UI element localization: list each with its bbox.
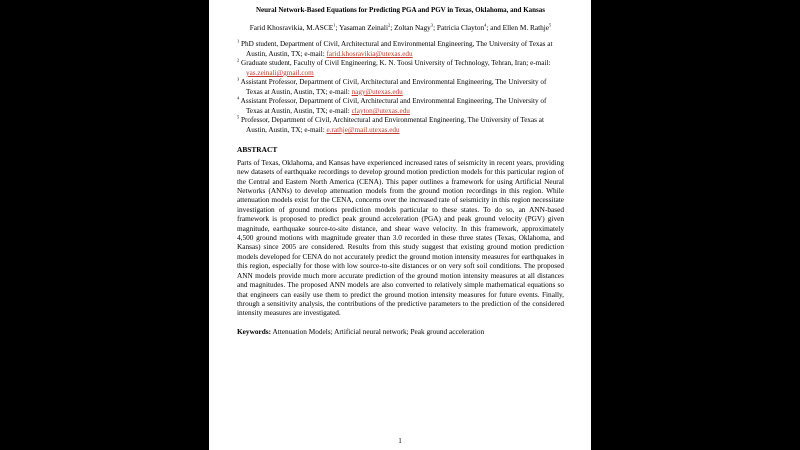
affiliation-superscript: 1 [237, 39, 240, 45]
affiliation-item [237, 59, 564, 78]
affiliation-text: Graduate student, Faculty of Civil Engineering, K. N. Toosi University of Technology, Tehran, Iran; e-mail: [239, 59, 551, 68]
affiliation-item [237, 116, 564, 135]
paper-page [209, 0, 591, 450]
author-name: and Ellen M. Rathje [490, 23, 550, 32]
email-link[interactable]: farid.khosravikia@utexas.edu [326, 49, 413, 58]
email-link[interactable]: yas.zeinali@gmail.com [246, 68, 314, 77]
author-separator: ; [433, 23, 437, 32]
authors-line [237, 23, 564, 32]
affiliation-item [237, 40, 564, 59]
author-name: Zoltan Nagy [394, 23, 431, 32]
keywords-line [237, 327, 564, 336]
affiliation-item [237, 78, 564, 97]
affiliation-superscript: 5 [237, 115, 240, 121]
email-link[interactable]: e.rathje@mail.utexas.edu [326, 125, 400, 134]
paper-title: Neural Network-Based Equations for Predicting PGA and PGV in Texas, Oklahoma, and Kansas [256, 6, 545, 14]
affiliation-superscript: 2 [237, 58, 240, 64]
author-superscript: 2 [387, 22, 391, 28]
affiliation-superscript: 4 [237, 96, 240, 102]
email-link[interactable]: clayton@utexas.edu [351, 106, 410, 115]
author-separator: ; [335, 23, 340, 32]
affiliation-text: Assistant Professor, Department of Civil, Architectural and Environmental Engineering, The University of Texas at Austin, Austin, TX; e-mail: [239, 97, 547, 115]
author-superscript: 4 [484, 22, 487, 28]
email-link[interactable]: nagy@utexas.edu [351, 87, 403, 96]
author-superscript: 5 [549, 22, 552, 28]
author-separator: ; [390, 23, 395, 32]
page-number: 1 [398, 437, 402, 445]
affiliation-text: Professor, Department of Civil, Architectural and Environmental Engineering, The University of Texas at Austin, Austin, TX; e-mail: [239, 116, 544, 134]
author-name: Farid Khosravikia, M.ASCE [249, 23, 334, 32]
abstract-heading: ABSTRACT [237, 145, 278, 155]
affiliation-superscript: 3 [237, 77, 240, 83]
author-name: Yasaman Zeinali [339, 23, 388, 32]
affiliations-block [237, 40, 564, 135]
author-superscript: 1 [333, 22, 336, 28]
author-name: Patricia Clayton [436, 23, 485, 32]
affiliation-item [237, 97, 564, 116]
keywords-text: Attenuation Models; Artificial neural network; Peak ground acceleration [271, 326, 485, 336]
affiliation-text: Assistant Professor, Department of Civil, Architectural and Environmental Engineering, The University of Texas at Austin, Austin, TX; e-mail: [239, 78, 547, 96]
affiliation-text: PhD student, Department of Civil, Architectural and Environmental Engineering, The University of Texas at Austin, Austin, TX; e-mail: [239, 40, 553, 58]
author-separator: ; [486, 23, 491, 32]
abstract-text: Parts of Texas, Oklahoma, and Kansas have experienced increased rates of seismicity in recent years, providing new datasets of earthquake recordings to develop ground motion prediction models for this particular region of the Central and Eastern North America (CENA). This paper outlines a framework for using Artificial Neural Networks (ANNs) to develop attenuation models from the ground motion recordings in this region. While attenuation models exist for the CENA, concerns over the increased rate of seismicity in this region necessitate investigation of ground motions prediction models particular to these states. To do so, an ANN-based framework is proposed to predict peak ground acceleration (PGA) and peak ground velocity (PGV) given magnitude, earthquake source-to-site distance, and shear wave velocity. In this framework, approximately 4,500 ground motions with magnitude greater than 3.0 recorded in these three states (Texas, Oklahoma, and Kansas) since 2005 are considered. Results from this study suggest that existing ground motion prediction models developed for CENA do not accurately predict the ground motion intensity measures for earthquakes in this region, especially for those with low source-to-site distances or on very soft soil conditions. The proposed ANN models provide much more accurate prediction of the ground motion intensity measures at all distances and magnitudes. The proposed ANN models are also converted to relatively simple mathematical equations so that engineers can easily use them to predict the ground motion intensity measures for future events. Finally, through a sensitivity analysis, the contributions of the predictive parameters to the prediction of the considered intensity measures are investigated. [237, 157, 564, 318]
keywords-label: Keywords: [237, 326, 272, 336]
author-superscript: 3 [430, 22, 434, 28]
